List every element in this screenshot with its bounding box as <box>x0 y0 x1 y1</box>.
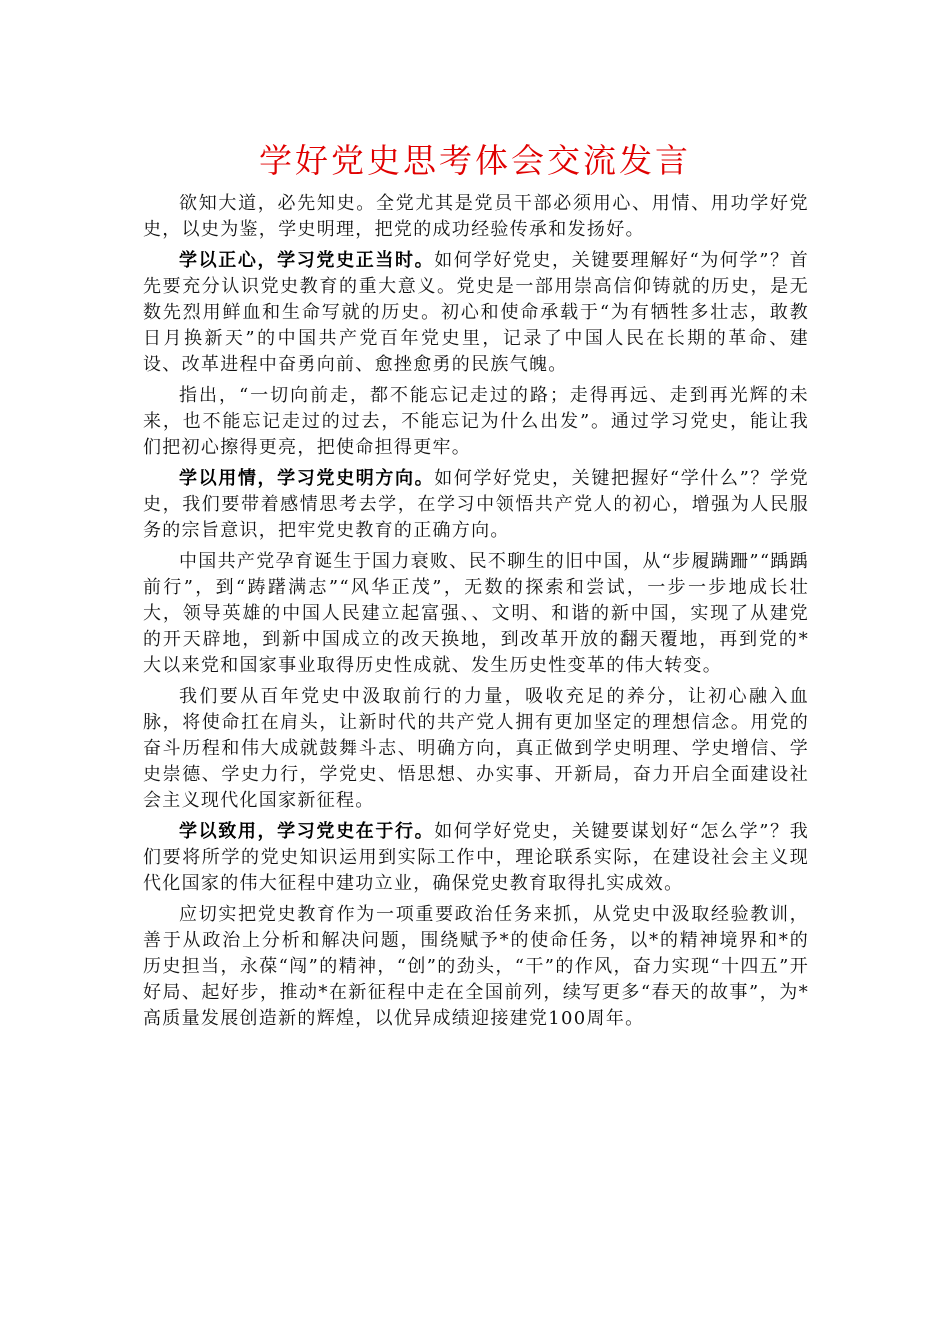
paragraph-lead: 学以用情，学习党史明方向。 <box>179 468 435 489</box>
paragraph-text: 如何学好党史，关键把握好“学什么”？学党史，我们要带着感情思考去学，在学习中领悟共产党人的初心，增强为人民服务的宗旨意识，把牢党史教育的正确方向。 <box>143 468 809 541</box>
paragraph <box>143 549 809 679</box>
paragraph <box>143 383 809 461</box>
paragraph-text: 我们要从百年党史中汲取前行的力量，吸收充足的养分，让初心融入血脉，将使命扛在肩头，让新时代的共产党人拥有更加坚定的理想信念。用党的奋斗历程和伟大成就鼓舞斗志、明确方向，真正做到学史明理、学史增信、学史崇德、学史力行，学党史、悟思想、办实事、开新局，奋力开启全面建设社会主义现代化国家新征程。 <box>143 686 809 811</box>
paragraph-text: 如何学好党史，关键要理解好“为何学”？首先要充分认识党史教育的重大意义。党史是一部用崇高信仰铸就的历史，是无数先烈用鲜血和生命写就的历史。初心和使命承载于“为有牺牲多壮志，敢教日月换新天”的中国共产党百年党史里，记录了中国人民在长期的革命、建设、改革进程中奋勇向前、愈挫愈勇的民族气魄。 <box>143 250 809 375</box>
paragraph <box>143 248 809 378</box>
paragraph-text: 欲知大道，必先知史。全党尤其是党员干部必须用心、用情、用功学好党史，以史为鉴，学史明理，把党的成功经验传承和发扬好。 <box>143 193 809 240</box>
document-title: 学好党史思考体会交流发言 <box>259 141 691 180</box>
paragraph <box>143 684 809 814</box>
paragraph-text: 中国共产党孕育诞生于国力衰败、民不聊生的旧中国，从“步履蹒跚”“踽踽前行”，到“踌躇满志”“风华正茂”，无数的探索和尝试，一步一步地成长壮大，领导英雄的中国人民建立起富强、、文明、和谐的新中国，实现了从建党的开天辟地，到新中国成立的改天换地，到改革开放的翻天覆地，再到党的*大以来党和国家事业取得历史性成就、发生历史性变革的伟大转变。 <box>143 551 809 676</box>
paragraph <box>143 902 809 1032</box>
document-body <box>143 191 809 1037</box>
paragraph-lead: 学以致用，学习党史在于行。 <box>179 821 435 842</box>
paragraph-lead: 学以正心，学习党史正当时。 <box>179 250 435 271</box>
paragraph <box>143 466 809 544</box>
paragraph <box>143 819 809 897</box>
paragraph-text: 指出，“一切向前走，都不能忘记走过的路；走得再远、走到再光辉的未来，也不能忘记走过的过去，不能忘记为什么出发”。通过学习党史，能让我们把初心擦得更亮，把使命担得更牢。 <box>143 385 809 458</box>
paragraph <box>143 191 809 243</box>
paragraph-text: 应切实把党史教育作为一项重要政治任务来抓，从党史中汲取经验教训，善于从政治上分析和解决问题，围绕赋予*的使命任务，以*的精神境界和*的历史担当，永葆“闯”的精神，“创”的劲头，“干”的作风，奋力实现“十四五”开好局、起好步，推动*在新征程中走在全国前列，续写更多“春天的故事”，为*高质量发展创造新的辉煌，以优异成绩迎接建党100周年。 <box>143 904 809 1029</box>
paragraph-text: 如何学好党史，关键要谋划好“怎么学”？我们要将所学的党史知识运用到实际工作中，理论联系实际，在建设社会主义现代化国家的伟大征程中建功立业，确保党史教育取得扎实成效。 <box>143 821 809 894</box>
